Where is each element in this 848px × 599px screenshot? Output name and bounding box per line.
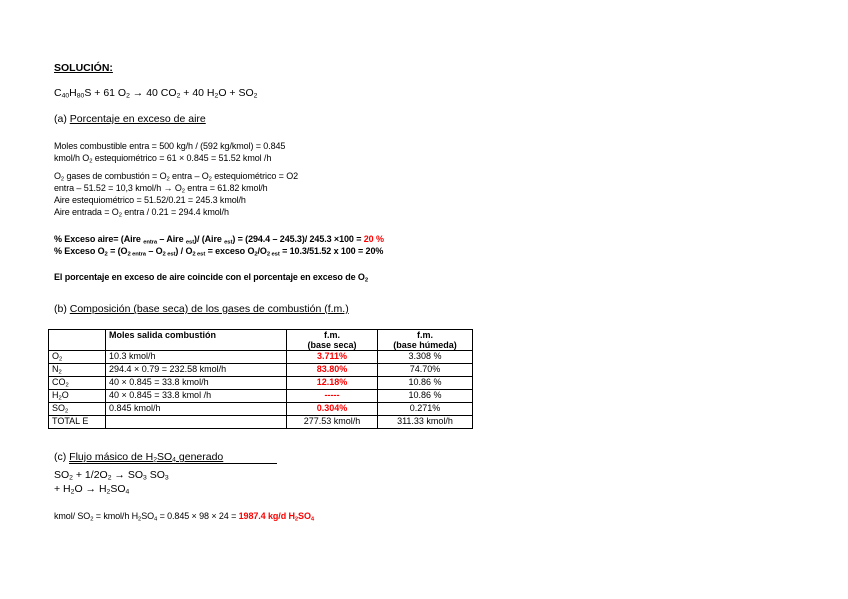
table-header-moles: Moles salida combustión [106,330,287,351]
table-row [49,351,473,364]
species-cell: $H_2O$ [49,390,106,403]
moles-cell: 294.4 × 0.79 = 232.58 kmol/h [106,364,287,377]
section-c-equation-1: $SO_2 + 1/2O_2 \to SO_3$ $SO_3$ [54,469,169,482]
moles-cell: 40 × 0.845 = 33.8 kmol /h [106,390,287,403]
total-dry-cell: 277.53 kmol/h [287,416,378,429]
wet-fraction-cell: 10.86 % [378,377,473,390]
species-cell: $O_2$ [49,351,106,364]
section-a-line-6: Aire entrada = $O_2$ entra / 0.21 = 294.4 kmol/h [54,207,229,219]
section-a-line-2: kmol/h $O_2$ estequiométrico = 61 × 0.845 = 51.52 kmol /h [54,153,272,165]
conclusion-a: El porcentaje en exceso de aire coincide con el porcentaje en exceso de $O_2$ [54,272,368,284]
wet-fraction-cell: 3.308 % [378,351,473,364]
dry-fraction-cell: 0.304% [287,403,378,416]
dry-fraction-cell: ----- [287,390,378,403]
species-cell: $N_2$ [49,364,106,377]
section-a-line-1: Moles combustible entra = 500 kg/h / (592 kg/kmol) = 0.845 [54,141,286,151]
dry-fraction-cell: 12.18% [287,377,378,390]
total-wet-cell: 311.33 kmol/h [378,416,473,429]
reaction-equation: $C_{40}H_{80}S + 61$ $O_2 \to 40$ $CO_2 + 40$ $H_2O + SO_2$ [54,87,258,100]
section-b-heading: (b) Composición (base seca) de los gases de combustión (f.m.) [54,303,349,315]
section-a-line-5: Aire estequiométrico = 51.52/0.21 = 245.3 kmol/h [54,195,246,205]
species-cell: $CO_2$ [49,377,106,390]
moles-cell: 10.3 kmol/h [106,351,287,364]
total-label-cell: TOTAL E [49,416,106,429]
table-header-dry: f.m. (base seca) [287,330,378,351]
section-a-line-3: $O_2$ gases de combustión = $O_2$ entra – $O_2$ estequiométrico = O2 [54,171,299,183]
wet-fraction-cell: 10.86 % [378,390,473,403]
table-header-wet: f.m. (base húmeda) [378,330,473,351]
total-moles-cell [106,416,287,429]
table-header-row [49,330,473,351]
section-c-equation-2: + $H_2O \to H_2SO_4$ [54,483,130,496]
moles-cell: 40 × 0.845 = 33.8 kmol/h [106,377,287,390]
excess-air-calc: % Exceso aire= (Aire $_{entra}$ – Aire $_{est}$)/ (Aire $_{est}$) = (294.4 – 245.3)/ 245.3 ×100 = 20 % [54,234,384,246]
table-row [49,390,473,403]
table-header-species [49,330,106,351]
wet-fraction-cell: 0.271% [378,403,473,416]
moles-cell: 0.845 kmol/h [106,403,287,416]
excess-air-result: 20 % [363,234,384,244]
solution-title: SOLUCIÓN: [54,62,113,74]
species-cell: $SO_2$ [49,403,106,416]
section-c-heading: (c) Flujo másico de $H_2SO_4$ generado [54,451,277,464]
dry-fraction-cell: 3.711% [287,351,378,364]
excess-o2-calc: % Exceso $O_2 = (O_{2 entra} - O_{2 est}) / O_{2 est}$ = exceso $O_2/O_{2 est} = 10.3/51.52$ x 100 = 20% [54,246,384,258]
table-total-row [49,416,473,429]
composition-table [48,329,473,429]
table-row [49,377,473,390]
mass-flow-calc: kmol/ $SO_2$ = kmol/h $H_2SO_4 = 0.845 \times 98 \times 24 = 1987.4$ kg/d $H_2SO_4$ [54,511,315,523]
section-a-heading: (a) Porcentaje en exceso de aire [54,113,206,125]
section-a-line-4: entra – 51.52 = 10,3 kmol/h → $O_2$ entra = 61.82 kmol/h [54,183,268,195]
wet-fraction-cell: 74.70% [378,364,473,377]
dry-fraction-cell: 83.80% [287,364,378,377]
mass-flow-result: 1987.4 kg/d $H_2SO_4$ [238,511,315,523]
table-row [49,403,473,416]
table-row [49,364,473,377]
